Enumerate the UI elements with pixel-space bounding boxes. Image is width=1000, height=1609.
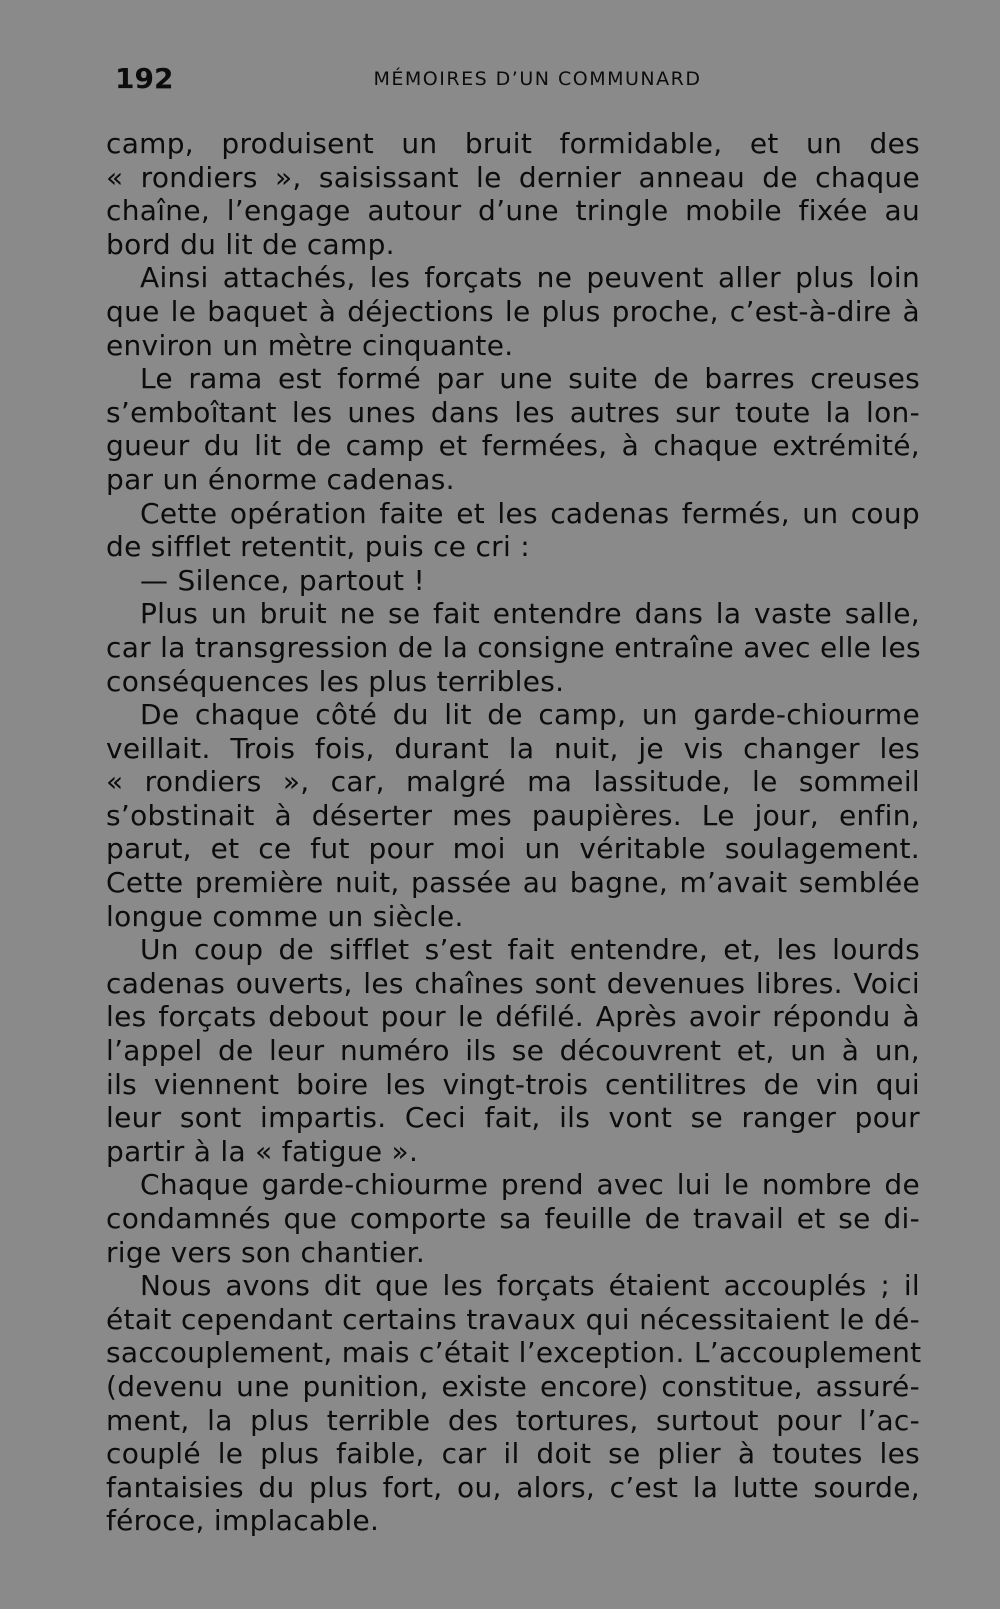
text-line: saccouplement, mais c’était l’exception. L’accouplement [106,1336,922,1370]
text-line: environ un mètre cinquante. [106,328,514,362]
text-line: Ainsi attachés, les forçats ne peuvent aller plus loin [140,261,920,295]
text-line: veillait. Trois fois, durant la nuit, je vis changer les [106,731,920,765]
text-line: longue comme un siècle. [106,899,464,933]
running-head [115,62,920,98]
text-line: « rondiers », car, malgré ma lassitude, le sommeil [106,765,920,799]
text-line: car la transgression de la consigne entraîne avec elle les [106,630,921,664]
text-line: partir à la « fatigue ». [106,1134,419,1168]
text-line: de sifflet retentit, puis ce cri : [106,530,531,564]
text-line: Cette première nuit, passée au bagne, m’avait semblée [106,866,920,900]
text-line: (devenu une punition, existe encore) constitue, assuré- [106,1369,920,1403]
text-line: Nous avons dit que les forçats étaient accouplés ; il [140,1269,920,1303]
text-line: les forçats debout pour le défilé. Après avoir répondu à [106,1000,920,1034]
text-line: Un coup de sifflet s’est fait entendre, et, les lourds [140,933,920,967]
running-title: MÉMOIRES D’UN COMMUNARD [373,68,702,90]
text-line: ils viennent boire les vingt-trois centilitres de vin qui [106,1067,920,1101]
text-line: fantaisies du plus fort, ou, alors, c’est la lutte sourde, [106,1470,920,1504]
text-line: leur sont impartis. Ceci fait, ils vont se ranger pour [106,1101,920,1135]
text-line: était cependant certains travaux qui nécessitaient le dé- [106,1302,920,1336]
text-line: gueur du lit de camp et fermées, à chaque extrémité, [106,429,920,463]
text-line: l’appel de leur numéro ils se découvrent et, un à un, [106,1034,920,1068]
body-text [106,127,920,1538]
text-line: Cette opération faite et les cadenas fermés, un coup [140,496,920,530]
text-line: s’emboîtant les unes dans les autres sur toute la lon- [106,395,920,429]
text-line: cadenas ouverts, les chaînes sont devenues libres. Voici [106,966,920,1000]
text-line: — Silence, partout ! [140,563,426,597]
text-line: féroce, implacable. [106,1504,380,1538]
text-line: couplé le plus faible, car il doit se plier à toutes les [106,1437,920,1471]
text-line: ment, la plus terrible des tortures, surtout pour l’ac- [106,1403,920,1437]
text-line: Plus un bruit ne se fait entendre dans la vaste salle, [140,597,920,631]
text-line: conséquences les plus terribles. [106,664,565,698]
text-line: « rondiers », saisissant le dernier anneau de chaque [106,160,920,194]
text-line: que le baquet à déjections le plus proche, c’est-à-dire à [106,294,920,328]
text-line: Le rama est formé par une suite de barres creuses [140,362,920,396]
text-line: bord du lit de camp. [106,227,395,261]
text-line: camp, produisent un bruit formidable, et un des [106,127,920,160]
text-line: De chaque côté du lit de camp, un garde-chiourme [140,698,920,732]
text-line: s’obstinait à déserter mes paupières. Le jour, enfin, [106,798,920,832]
text-line: par un énorme cadenas. [106,462,455,496]
page-number: 192 [115,62,174,95]
text-line: parut, et ce fut pour moi un véritable soulagement. [106,832,920,866]
text-line: condamnés que comporte sa feuille de travail et se di- [106,1202,920,1235]
text-line: Chaque garde-chiourme prend avec lui le nombre de [140,1168,920,1202]
text-line: rige vers son chantier. [106,1235,426,1269]
text-line: chaîne, l’engage autour d’une tringle mobile fixée au [106,194,920,228]
